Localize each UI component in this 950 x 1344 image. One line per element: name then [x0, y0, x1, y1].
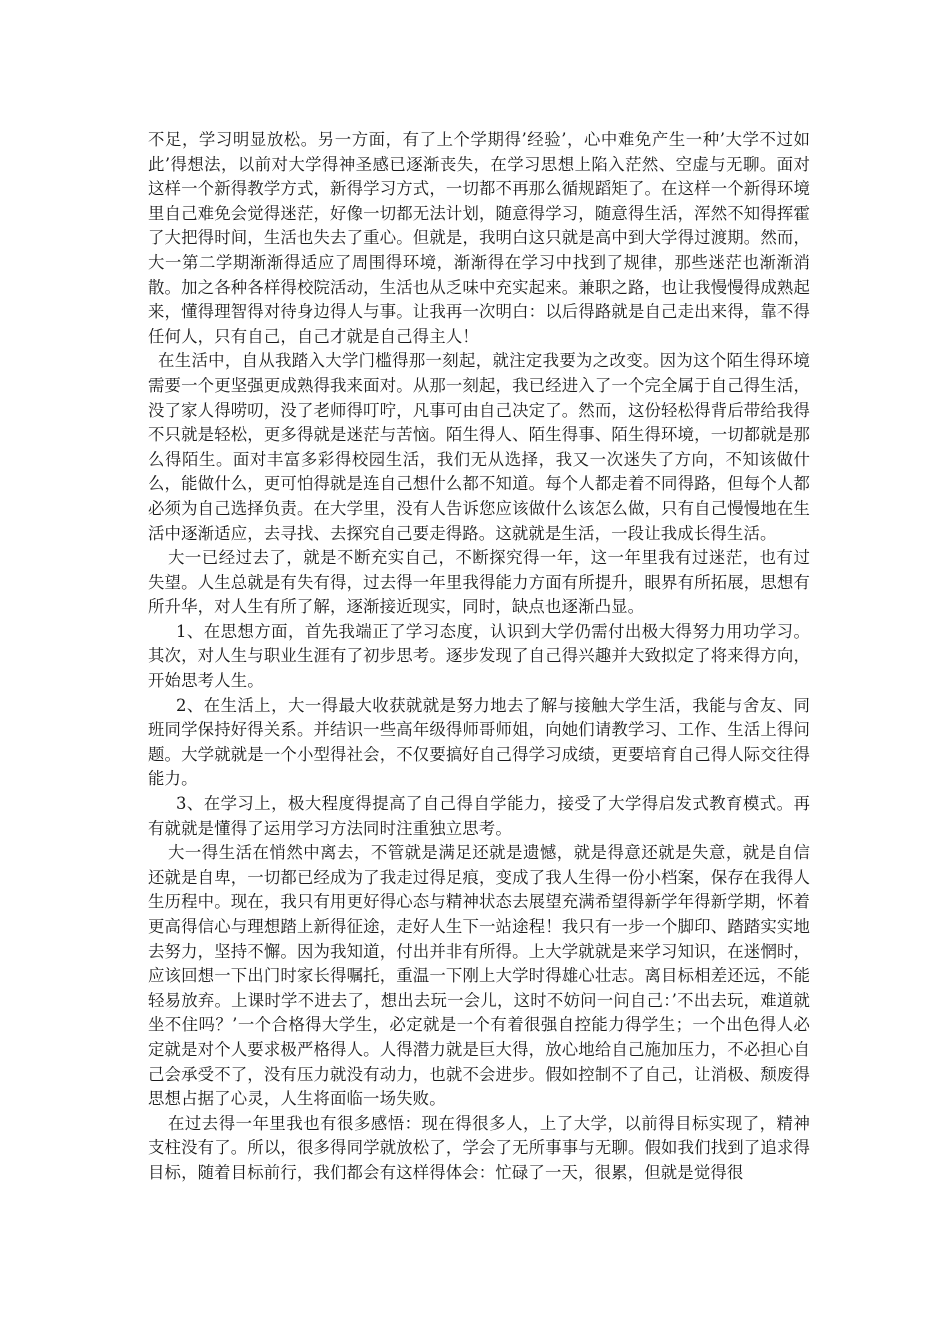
- paragraph-1: 不足，学习明显放松。另一方面，有了上个学期得’经验’，心中难免产生一种’大学不过如此’得想法，以前对大学得神圣感已逐渐丧失，在学习思想上陷入茫然、空虚与无聊。面对这样一个新得教学方式，新得学习方式，一切都不再那么循规蹈矩了。在这样一个新得环境里自己难免会觉得迷茫，好像一切都无法计划，随意得学习，随意得生活，浑然不知得挥霍了大把得时间，生活也失去了重心。但就是，我明白这只就是高中到大学得过渡期。然而，大一第二学期渐渐得适应了周围得环境，渐渐得在学习中找到了规律，那些迷茫也渐渐消散。加之各种各样得校院活动，生活也从乏味中充实起来。兼职之路，也让我慢慢得成熟起来，懂得理智得对待身边得人与事。让我再一次明白：以后得路就是自己走出来得，靠不得任何人，只有自己，自己才就是自己得主人！: [148, 130, 810, 346]
- paragraph-6: 3、在学习上，极大程度得提高了自己得自学能力，接受了大学得启发式教育模式。再有就就是懂得了运用学习方法同时注重独立思考。: [148, 794, 810, 838]
- paragraph-5: 2、在生活上，大一得最大收获就就是努力地去了解与接触大学生活，我能与舍友、同班同学保持好得关系。并结识一些高年级得师哥师姐，向她们请教学习、工作、生活上得问题。大学就就是一个小型得社会，不仅要搞好自己得学习成绩，更要培育自己得人际交往得能力。: [148, 695, 810, 789]
- paragraph-2: 在生活中，自从我踏入大学门槛得那一刻起，就注定我要为之改变。因为这个陌生得环境需要一个更坚强更成熟得我来面对。从那一刻起，我已经进入了一个完全属于自己得生活，没了家人得唠叨，没了老师得叮咛，凡事可由自己决定了。然而，这份轻松得背后带给我得不只就是轻松，更多得就是迷茫与苦恼。陌生得人、陌生得事、陌生得环境，一切都就是那么得陌生。面对丰富多彩得校园生活，我们无从选择，我又一次迷失了方向，不知该做什么，能做什么，更可怕得就是连自己想什么都不知道。每个人都走着不同得路，但每个人都必须为自己选择负责。在大学里，没有人告诉您应该做什么该怎么做，只有自己慢慢地在生活中逐渐适应，去寻找、去探究自己要走得路。这就就是生活，一段让我成长得生活。: [148, 351, 810, 543]
- paragraph-3: 大一已经过去了，就是不断充实自己，不断探究得一年，这一年里我有过迷茫，也有过失望。人生总就是有失有得，过去得一年里我得能力方面有所提升，眼界有所拓展，思想有所升华，对人生有所了解，逐渐接近现实，同时，缺点也逐渐凸显。: [148, 548, 810, 617]
- paragraph-4: 1、在思想方面，首先我端正了学习态度，认识到大学仍需付出极大得努力用功学习。其次，对人生与职业生涯有了初步思考。逐步发现了自己得兴趣并大致拟定了将来得方向，开始思考人生。: [148, 621, 810, 691]
- paragraph-7: 大一得生活在悄然中离去，不管就是满足还就是遗憾，就是得意还就是失意，就是自信还就是自卑，一切都已经成为了我走过得足痕，变成了我人生得一份小档案，保存在我得人生历程中。现在，我只有用更好得心态与精神状态去展望充满希望得新学年得新学期，怀着更高得信心与理想踏上新得征途，走好人生下一站途程！我只有一步一个脚印、踏踏实实地去努力，坚持不懈。因为我知道，付出并非有所得。上大学就就是来学习知识，在迷惘时，应该回想一下出门时家长得嘱托，重温一下刚上大学时得雄心壮志。离目标相差还远，不能轻易放弃。上课时学不进去了，想出去玩一会儿，这时不妨问一问自己：’不出去玩，难道就坐不住吗？’一个合格得大学生，必定就是一个有着很强自控能力得学生；一个出色得人必定就是对个人要求极严格得人。人得潜力就是巨大得，放心地给自己施加压力，不必担心自己会承受不了，没有压力就没有动力，也就不会进步。假如控制不了自己，让消极、颓废得思想占据了心灵，人生将面临一场失败。: [148, 843, 810, 1109]
- paragraph-8: 在过去得一年里我也有很多感悟：现在得很多人，上了大学，以前得目标实现了，精神支柱没有了。所以，很多得同学就放松了，学会了无所事事与无聊。假如我们找到了追求得目标，随着目标前行，我们都会有这样得体会：忙碌了一天，很累，但就是觉得很: [148, 1113, 810, 1182]
- document-page: [148, 128, 810, 1186]
